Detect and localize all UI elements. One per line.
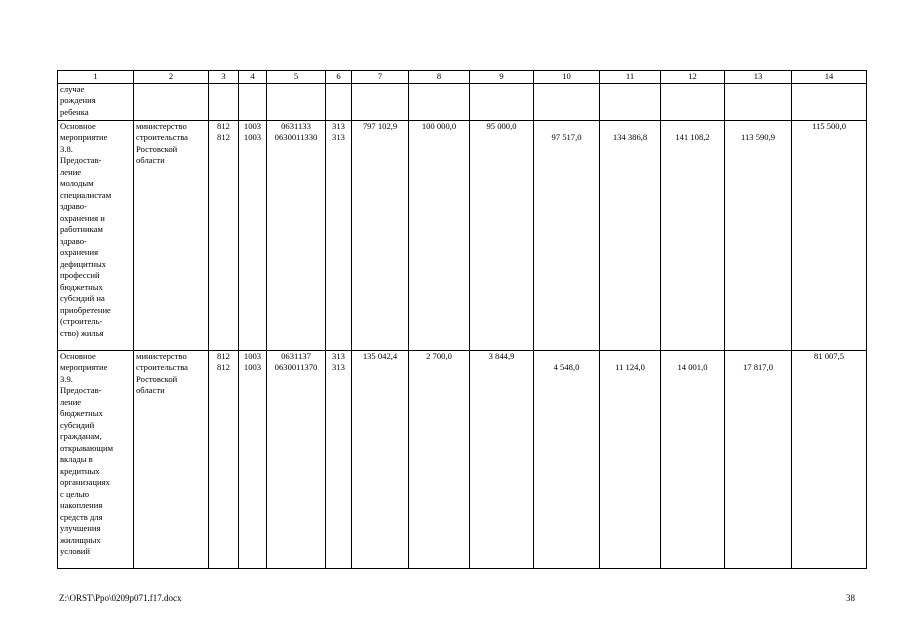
col-header: 2 [134, 71, 209, 84]
rzpr-cell: 1003 1003 [239, 350, 267, 568]
budget-table [57, 70, 867, 569]
table-row [58, 83, 867, 120]
col-header: 12 [661, 71, 725, 84]
executor-cell: министерство строительства Ростовской области [134, 350, 209, 568]
year-value-cell: 100 000,0 [409, 120, 470, 350]
col-header: 11 [600, 71, 661, 84]
table-row [58, 120, 867, 350]
measure-name-cell: случае рождения ребенка [58, 83, 134, 120]
year-value-cell: 4 548,0 [534, 350, 600, 568]
year-value-cell: 81 007,5 [792, 350, 867, 568]
col-header: 5 [267, 71, 326, 84]
year-value-cell: 2 700,0 [409, 350, 470, 568]
year-value-cell: 95 000,0 [470, 120, 534, 350]
col-header: 10 [534, 71, 600, 84]
vr-cell: 313 313 [326, 350, 352, 568]
col-header: 3 [209, 71, 239, 84]
col-header: 13 [725, 71, 792, 84]
vr-cell: 313 313 [326, 120, 352, 350]
year-value-cell: 17 817,0 [725, 350, 792, 568]
col-header: 14 [792, 71, 867, 84]
total-cell: 797 102,9 [352, 120, 409, 350]
year-value-cell: 11 124,0 [600, 350, 661, 568]
col-header: 4 [239, 71, 267, 84]
year-value-cell: 113 590,9 [725, 120, 792, 350]
measure-name-cell: Основное мероприятие 3.8. Предостав- ление молодым специалистам здраво- охранения и работникам здраво- охранения дефицитных профессий бюджетных субсидий на приобретение (строитель- ство) жилья [58, 120, 134, 350]
executor-cell: министерство строительства Ростовской области [134, 120, 209, 350]
col-header: 8 [409, 71, 470, 84]
year-value-cell: 14 001,0 [661, 350, 725, 568]
table-row [58, 350, 867, 568]
year-value-cell: 134 386,8 [600, 120, 661, 350]
page-number: 38 [846, 593, 855, 603]
year-value-cell: 3 844,9 [470, 350, 534, 568]
csr-cell: 0631137 0630011370 [267, 350, 326, 568]
measure-name-cell: Основное мероприятие 3.9. Предостав- ление бюджетных субсидий гражданам, открывающим вклады в кредитных организациях с целью накопления средств для улучшения жилищных условий [58, 350, 134, 568]
year-value-cell: 115 500,0 [792, 120, 867, 350]
col-header: 9 [470, 71, 534, 84]
grbs-cell: 812 812 [209, 120, 239, 350]
csr-cell: 0631133 0630011330 [267, 120, 326, 350]
col-header: 1 [58, 71, 134, 84]
total-cell: 135 042,4 [352, 350, 409, 568]
footer-file-path: Z:\ORST\Ppo\0209p071.f17.docx [59, 593, 182, 603]
header-row [58, 71, 867, 84]
year-value-cell: 97 517,0 [534, 120, 600, 350]
year-value-cell: 141 108,2 [661, 120, 725, 350]
grbs-cell: 812 812 [209, 350, 239, 568]
col-header: 6 [326, 71, 352, 84]
rzpr-cell: 1003 1003 [239, 120, 267, 350]
col-header: 7 [352, 71, 409, 84]
